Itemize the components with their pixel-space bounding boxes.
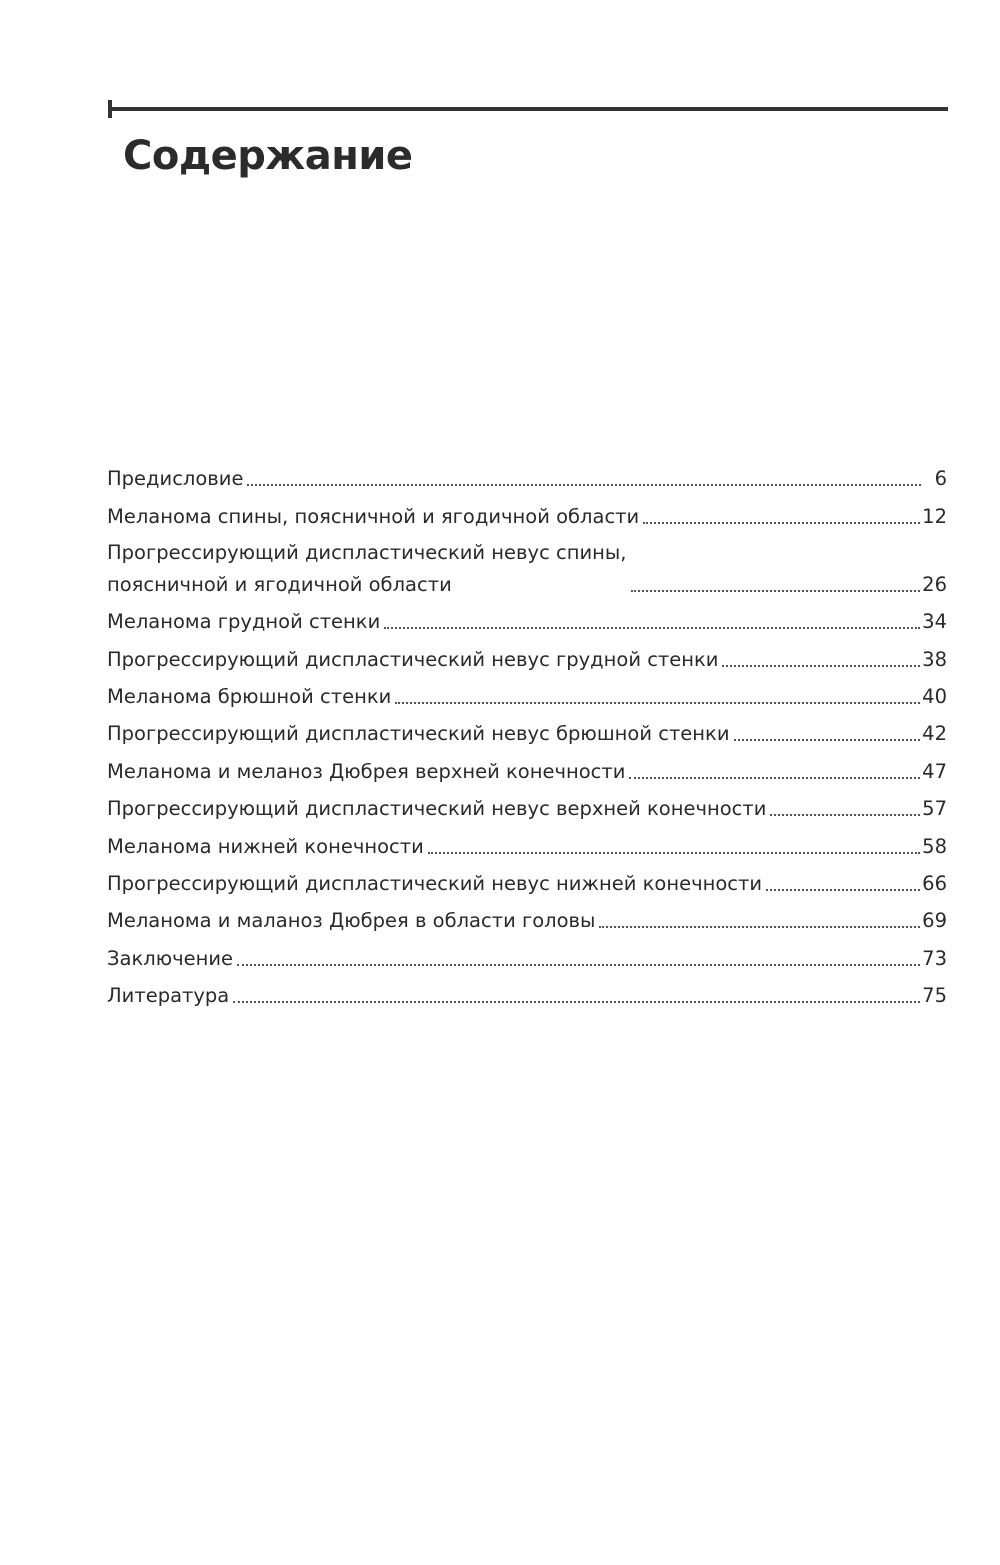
toc-entry-title: Прогрессирующий диспластический невус грудной стенки (107, 647, 719, 671)
dot-leader (722, 665, 920, 667)
toc-entry-nevus-abdomen (107, 715, 947, 752)
page-title: Содержание (123, 133, 413, 179)
toc-entry-melanoma-abdomen (107, 678, 947, 715)
toc-entry-page: 69 (922, 909, 947, 933)
toc-entry-title: Прогрессирующий диспластический невус нижней конечности (107, 871, 763, 895)
toc-entry-title: Литература (107, 984, 230, 1008)
dot-leader (247, 484, 921, 486)
toc-entry-page: 75 (922, 984, 947, 1008)
toc-entry-nevus-upper-limb (107, 790, 947, 827)
toc-entry-page: 47 (922, 759, 947, 783)
toc-entry-title: Меланома и меланоз Дюбрея верхней конечности (107, 759, 626, 783)
toc-entry-page: 42 (922, 722, 947, 746)
toc-entry-title: Предисловие (107, 467, 244, 491)
toc-entry-title: Меланома спины, поясничной и ягодичной области (107, 504, 640, 528)
toc-entry-preface (107, 460, 947, 497)
toc-entry-title: Прогрессирующий диспластический невус спины, поясничной и ягодичной области (107, 540, 627, 596)
toc-entry-title: Меланома грудной стенки (107, 610, 381, 634)
toc-entry-page: 26 (922, 572, 947, 596)
dot-leader (384, 627, 920, 629)
toc-entry-nevus-lower-limb (107, 865, 947, 902)
table-of-contents (107, 460, 947, 1014)
dot-leader (599, 926, 920, 928)
dot-leader (395, 702, 920, 704)
toc-entry-melanoma-chest (107, 603, 947, 640)
header-rule (108, 107, 948, 111)
toc-entry-title: Прогрессирующий диспластический невус верхней конечности (107, 797, 767, 821)
toc-entry-page: 58 (922, 834, 947, 858)
toc-entry-page: 6 (934, 467, 947, 491)
toc-entry-nevus-chest (107, 640, 947, 677)
dot-leader (237, 964, 920, 966)
toc-entry-page: 34 (922, 610, 947, 634)
toc-entry-page: 38 (922, 647, 947, 671)
toc-entry-literature (107, 977, 947, 1014)
dot-leader (770, 814, 920, 816)
toc-entry-title: Меланома нижней конечности (107, 834, 424, 858)
toc-entry-title: Меланома брюшной стенки (107, 684, 392, 708)
toc-entry-page: 12 (922, 504, 947, 528)
dot-leader (631, 590, 921, 592)
toc-entry-page: 57 (922, 797, 947, 821)
toc-entry-melanoma-back (107, 497, 947, 534)
toc-entry-nevus-back (107, 535, 947, 603)
toc-entry-page: 40 (922, 684, 947, 708)
toc-entry-melanoma-lower-limb (107, 827, 947, 864)
dot-leader (233, 1001, 920, 1003)
dot-leader (629, 777, 920, 779)
toc-entry-page: 66 (922, 871, 947, 895)
toc-entry-melanoma-upper-limb (107, 752, 947, 789)
toc-entry-melanoma-head (107, 902, 947, 939)
dot-leader (428, 852, 920, 854)
toc-entry-page: 73 (922, 946, 947, 970)
dot-leader (734, 739, 921, 741)
dot-leader (766, 889, 920, 891)
toc-entry-conclusion (107, 939, 947, 976)
dot-leader (643, 522, 920, 524)
toc-entry-title: Прогрессирующий диспластический невус брюшной стенки (107, 722, 730, 746)
toc-entry-title: Заключение (107, 946, 234, 970)
toc-entry-title: Меланома и маланоз Дюбрея в области головы (107, 909, 596, 933)
